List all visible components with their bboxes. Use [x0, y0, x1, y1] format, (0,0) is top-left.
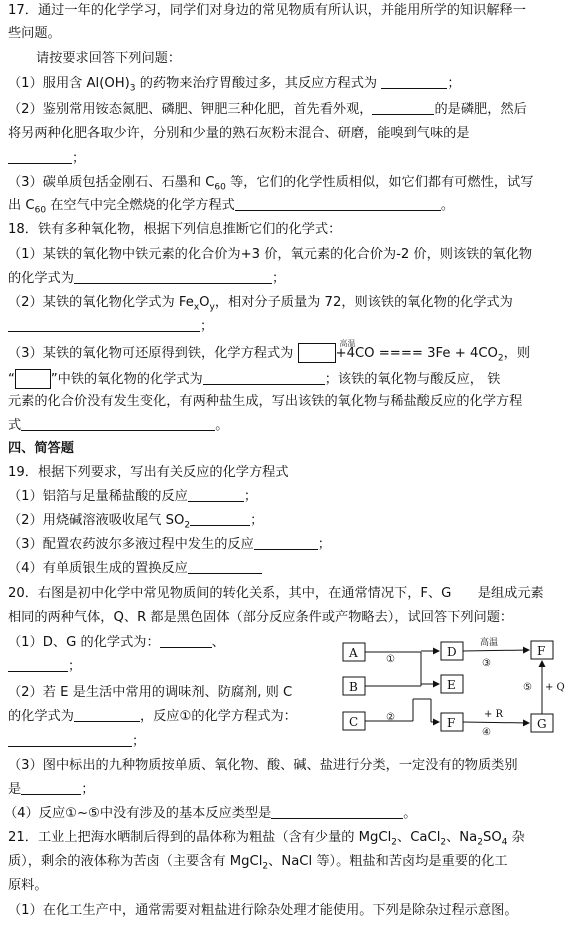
q19-line1: 19．根据下列要求，写出有关反应的化学方程式	[8, 465, 289, 480]
q17-part2-cont: 将另两种化肥各取少许，分别和少量的熟石灰粉末混合、研磨，能嗅到气味的是	[8, 126, 470, 141]
node-D-label: D	[447, 645, 457, 659]
section-heading: 四、简答题	[8, 441, 74, 456]
answer-blank[interactable]	[21, 417, 215, 431]
q21-part1: （1）在化工生产中，通常需要对粗盐进行除杂处理才能使用。下列是除杂过程示意图。	[8, 903, 518, 918]
q19-part1: （1）铝箔与足量稀盐酸的反应 ；	[8, 489, 258, 504]
answer-blank[interactable]	[235, 197, 441, 211]
node-C-label: C	[349, 715, 359, 729]
reaction-4-label: ④	[482, 727, 491, 738]
q18-part1: （1）某铁的氧化物中铁元素的化合价为+3 价，氧元素的化合价为-2 价，则该铁的氧化物	[8, 247, 533, 262]
formula-box[interactable]	[15, 369, 51, 389]
node-F1-label: F	[447, 716, 456, 730]
q21-line3: 原料。	[8, 878, 48, 893]
high-temp-condition: 高温	[480, 638, 499, 648]
plus-q-condition: + Q	[545, 682, 565, 693]
node-B-label: B	[349, 680, 358, 694]
answer-blank[interactable]	[160, 634, 212, 648]
q18-line1: 18．铁有多种氧化物，根据下列信息推断它们的化学式：	[8, 222, 342, 237]
q17-part1: （1）服用含 $Al(OH)_3$ 的药物来治疗胃酸过多，其反应方程式为 ；	[8, 76, 461, 94]
q21-line1: 21．工业上把海水晒制后得到的晶体称为粗盐（含有少量的 MgCl$_2$、CaCl$_2$、$Na_2SO_4$ 杂	[8, 830, 525, 848]
answer-blank[interactable]	[271, 805, 403, 819]
q20-part1: （1）D、G 的化学式为： 、	[8, 635, 225, 650]
q20-part2: （2）若 E 是生活中常用的调味剂、防腐剂, 则 C	[8, 685, 293, 700]
q20-part3: （3）图中标出的九种物质按单质、氧化物、酸、碱、盐进行分类，一定没有的物质类别	[8, 758, 518, 773]
q20-line1: 20．右图是初中化学中常见物质间的转化关系，其中，在通常情况下，F、G 是组成元素	[8, 586, 544, 601]
q20-line2: 相同的两种气体，Q、R 都是黑色固体（部分反应条件或产物略去），试回答下列问题：	[8, 610, 514, 625]
answer-blank[interactable]	[8, 318, 200, 332]
q18-part3: （3）某铁的氧化物可还原得到铁，化学方程式为 高温 +4CO ==== $3Fe + 4CO_2$，则	[8, 339, 531, 364]
answer-blank[interactable]	[188, 488, 244, 502]
node-G-label: G	[537, 717, 547, 731]
answer-blank[interactable]	[381, 75, 447, 89]
reaction-5-label: ⑤	[523, 682, 532, 693]
answer-blank[interactable]	[203, 371, 325, 385]
reaction-1-label: ①	[386, 654, 395, 665]
q17-part3-cont: 出 $C_{60}$ 在空气中完全燃烧的化学方程式 。	[8, 198, 455, 216]
q18-part1-cont: 的化学式为 ；	[8, 271, 286, 286]
q17-part2-end: ；	[8, 150, 85, 168]
q18-part3-end: 式 。	[8, 418, 229, 433]
conversion-diagram	[335, 633, 567, 743]
node-F2-label: F	[537, 644, 546, 658]
q18-part3-cont: “ ”中铁的氧化物的化学式为 ；该铁的氧化物与酸反应， 铁	[8, 369, 500, 387]
answer-blank[interactable]	[372, 101, 434, 115]
q20-part3-cont: 是 ；	[8, 782, 95, 797]
q20-part4: （4）反应①~⑤中没有涉及的基本反应类型是 。	[4, 806, 417, 821]
q20-part2-end: ；	[8, 733, 145, 751]
plus-r-condition: + R	[484, 709, 504, 720]
q17-instruction: 请按要求回答下列问题：	[36, 51, 182, 66]
answer-blank[interactable]	[8, 150, 72, 164]
q19-part3: （3）配置农药波尔多液过程中发生的反应 ；	[8, 537, 331, 552]
q17-line2: 些问题。	[8, 26, 61, 41]
q18-part3-cont2: 元素的化合价没有发生变化，有两种盐生成，写出该铁的氧化物与稀盐酸反应的化学方程	[8, 394, 523, 409]
q19-part4: （4）有单质银生成的置换反应	[8, 560, 262, 578]
answer-blank[interactable]	[8, 733, 132, 747]
q18-part2-end: ；	[8, 318, 213, 336]
q17-line1: 17．通过一年的化学学习，同学们对身边的常见物质有所认识，并能用所学的知识解释一	[8, 3, 526, 18]
node-A-label: A	[349, 646, 358, 660]
q19-part2: （2）用烧碱溶液吸收尾气 $SO_2$ ；	[8, 513, 264, 531]
q17-part3: （3）碳单质包括金刚石、石墨和 $C_{60}$ 等，它们的化学性质相似，如它们都有可燃性，试写	[8, 175, 534, 193]
answer-blank[interactable]	[254, 536, 318, 550]
q18-part2: （2）某铁的氧化物化学式为 $Fe_xO_y$，相对分子质量为 72，则该铁的氧化物的化学式为	[8, 295, 513, 313]
answer-blank[interactable]	[190, 512, 250, 526]
node-E-label: E	[447, 678, 456, 692]
answer-blank[interactable]	[74, 708, 140, 722]
q17-part2: （2）鉴别常用铵态氮肥、磷肥、钾肥三种化肥，首先看外观， 的是磷肥，然后	[8, 102, 527, 117]
q21-line2: 质），剩余的液体称为苦卤（主要含有 MgCl$_2$、NaCl 等）。粗盐和苦卤均是重要的化工	[8, 854, 508, 872]
q20-part2-cont: 的化学式为 ，反应①的化学方程式为：	[8, 709, 297, 724]
formula-box[interactable]	[298, 343, 336, 363]
answer-blank[interactable]	[74, 270, 272, 284]
reaction-3-label: ③	[482, 658, 491, 669]
answer-blank[interactable]	[21, 781, 81, 795]
reaction-2-label: ②	[386, 712, 395, 723]
answer-blank[interactable]	[8, 658, 68, 672]
answer-blank[interactable]	[188, 560, 262, 574]
q20-part1-end: ；	[8, 658, 81, 676]
